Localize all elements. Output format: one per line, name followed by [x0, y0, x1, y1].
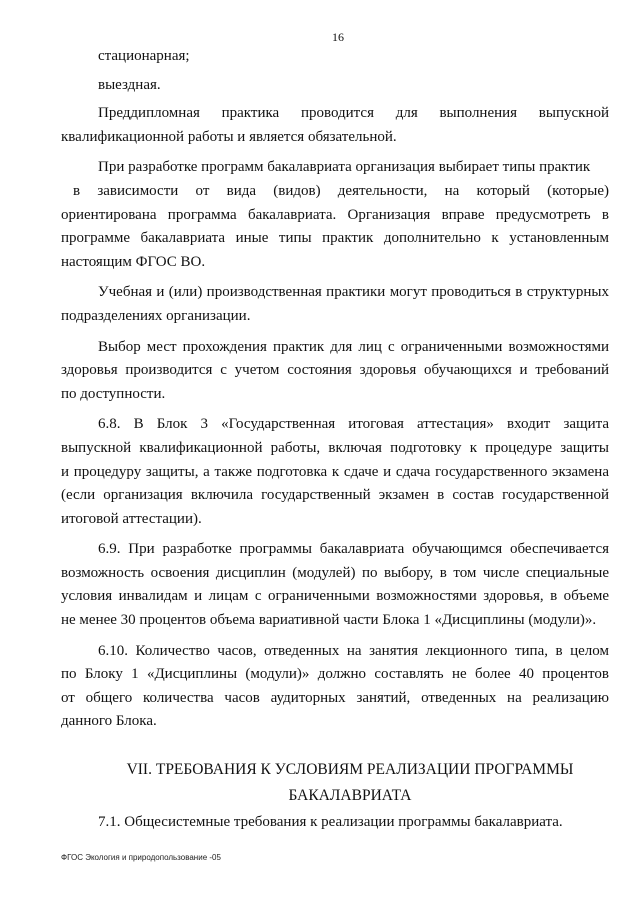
- text-line: Выбор мест прохождения практик для лиц с ограниченными возможностями: [98, 338, 609, 355]
- document-body: [61, 45, 609, 835]
- text-line: 6.9. При разработке программы бакалавриата обучающимся обеспечивается: [98, 541, 609, 558]
- paragraph: [61, 640, 609, 734]
- text-line: возможность освоения дисциплин (модулей) по выбору, в том числе специальные: [61, 564, 609, 581]
- text-line: по Блоку 1 «Дисциплины (модули)» должно составлять не более 40 процентов: [61, 666, 609, 683]
- text-line: условия инвалидам и лицам с ограниченными возможностями здоровья, в объеме: [61, 588, 609, 605]
- text-line: настоящим ФГОС ВО.: [61, 253, 206, 270]
- paragraph: [61, 45, 609, 69]
- text-line: программе бакалавриата иные типы практик дополнительно к установленным: [61, 230, 609, 247]
- text-line: При разработке программ бакалавриата организация выбирает типы практик: [98, 159, 591, 176]
- page-footer: ФГОС Экология и природопользование -05: [61, 853, 221, 862]
- text-line: данного Блока.: [61, 713, 157, 730]
- text-line: выпускной квалификационной работы, включая подготовку к процедуре защиты: [61, 439, 609, 456]
- text-line: от общего количества часов аудиторных занятий, отведенных на реализацию: [61, 689, 609, 706]
- paragraph: [61, 538, 609, 632]
- text-line: не менее 30 процентов объема вариативной части Блока 1 «Дисциплины (модули)».: [61, 612, 597, 629]
- text-line: Учебная и (или) производственная практики могут проводиться в структурных: [98, 284, 609, 301]
- text-line: (если организация включила государственный экзамен в состав государственной: [61, 487, 609, 504]
- paragraph: [61, 281, 609, 328]
- text-line: и процедуру защиты, а также подготовка к сдаче и сдача государственного экзамена: [61, 463, 609, 480]
- text-line: выездная.: [98, 76, 161, 93]
- heading-line: VII. ТРЕБОВАНИЯ К УСЛОВИЯМ РЕАЛИЗАЦИИ ПРОГРАММЫ: [126, 761, 574, 779]
- paragraph: [61, 413, 609, 531]
- paragraph: [61, 811, 609, 835]
- section-heading: [61, 757, 609, 809]
- paragraph: [61, 102, 609, 149]
- text-line: квалификационной работы и является обязательной.: [61, 128, 397, 145]
- text-line: в зависимости от вида (видов) деятельности, на который (которые): [73, 182, 609, 199]
- text-line: 6.8. В Блок 3 «Государственная итоговая аттестация» входит защита: [98, 416, 609, 433]
- text-line: по доступности.: [61, 385, 166, 402]
- paragraph: [61, 156, 609, 274]
- text-line: 7.1. Общесистемные требования к реализации программы бакалавриата.: [98, 814, 563, 831]
- text-line: стационарная;: [98, 48, 190, 64]
- heading-line: БАКАЛАВРИАТА: [288, 787, 412, 805]
- paragraph: [61, 74, 609, 98]
- text-line: Преддипломная практика проводится для выполнения выпускной: [98, 105, 609, 122]
- text-line: итоговой аттестации).: [61, 510, 202, 527]
- text-line: 6.10. Количество часов, отведенных на занятия лекционного типа, в целом: [98, 642, 609, 659]
- paragraph: [61, 336, 609, 407]
- page-number: 16: [332, 30, 344, 44]
- text-line: подразделениях организации.: [61, 307, 251, 324]
- text-line: здоровья производится с учетом состояния здоровья обучающихся и требований: [61, 362, 609, 379]
- text-line: ориентирована программа бакалавриата. Организация вправе предусмотреть в: [61, 206, 609, 223]
